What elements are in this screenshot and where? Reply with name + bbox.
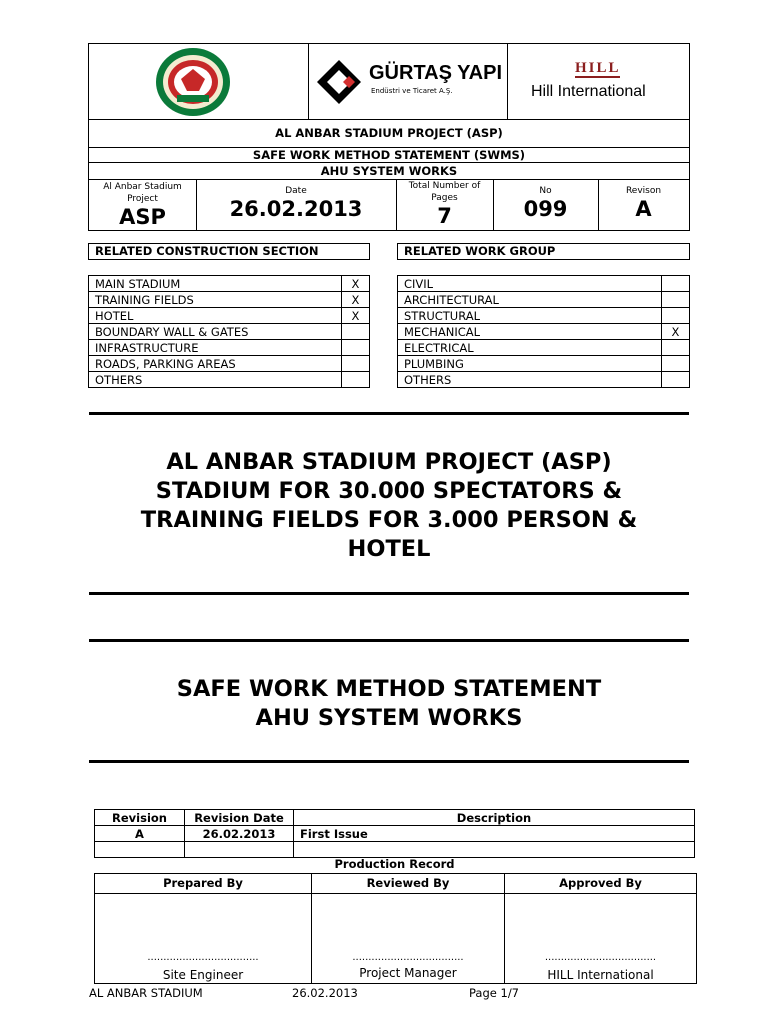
checklist-row	[89, 372, 370, 388]
divider	[89, 639, 689, 642]
revision-date-cell: 26.02.2013	[185, 826, 294, 842]
checklist-mark	[662, 372, 690, 388]
prepared-by-header: Prepared By	[163, 876, 243, 890]
pages-value: 7	[437, 204, 452, 228]
checklist-mark	[662, 308, 690, 324]
checklist-label: OTHERS	[398, 372, 662, 388]
signature-line: ...................................	[147, 952, 259, 963]
checklist-mark: X	[662, 324, 690, 340]
signature-line: ...................................	[544, 952, 657, 963]
checklist-label: MECHANICAL	[398, 324, 662, 340]
hill-name: Hill International	[531, 83, 646, 100]
divider	[89, 592, 689, 595]
checklist-mark	[662, 276, 690, 292]
checklist-label: PLUMBING	[398, 356, 662, 372]
project-title-line-2: STADIUM FOR 30.000 SPECTATORS &	[155, 478, 623, 504]
checklist-mark: X	[342, 276, 370, 292]
hill-international-logo	[513, 54, 685, 104]
checklist-row	[398, 324, 690, 340]
swms-subtitle: AHU SYSTEM WORKS	[255, 705, 523, 731]
footer-page: Page 1/7	[469, 986, 520, 1000]
reviewed-by-header: Reviewed By	[366, 876, 450, 890]
checklist-row	[89, 276, 370, 292]
revision-cell: A	[95, 826, 185, 842]
number-label: No	[539, 186, 552, 196]
description-cell: First Issue	[294, 826, 695, 842]
checklist-mark	[662, 356, 690, 372]
checklist-mark: X	[342, 292, 370, 308]
divider	[89, 412, 689, 415]
reviewer-role: Project Manager	[359, 966, 457, 980]
checklist-row	[89, 324, 370, 340]
checklist-label: OTHERS	[89, 372, 342, 388]
number-value: 099	[523, 197, 568, 221]
checklist-row	[89, 308, 370, 324]
checklist-mark	[342, 356, 370, 372]
signature-line: ...................................	[352, 952, 464, 963]
project-title-line-1: AL ANBAR STADIUM PROJECT (ASP)	[166, 449, 612, 475]
checklist-label: ELECTRICAL	[398, 340, 662, 356]
revision-table	[94, 809, 695, 858]
checklist-row	[398, 292, 690, 308]
swms-title: SAFE WORK METHOD STATEMENT	[176, 676, 602, 702]
gurtas-logo	[315, 58, 505, 106]
checklist-row	[89, 340, 370, 356]
checklist-row	[398, 308, 690, 324]
checklist-row	[398, 372, 690, 388]
production-table	[94, 873, 697, 984]
description-header: Description	[294, 810, 695, 826]
checklist-label: BOUNDARY WALL & GATES	[89, 324, 342, 340]
checklist-label: TRAINING FIELDS	[89, 292, 342, 308]
checklist-label: ROADS, PARKING AREAS	[89, 356, 342, 372]
header-logo-box	[88, 43, 690, 120]
date-label: Date	[285, 186, 307, 196]
revision-header: Revision	[95, 810, 185, 826]
checklist-label: CIVIL	[398, 276, 662, 292]
project-line: AL ANBAR STADIUM PROJECT (ASP)	[88, 119, 690, 148]
revision-date-cell	[185, 842, 294, 858]
checklist-mark	[342, 324, 370, 340]
checklist-row	[398, 276, 690, 292]
approver-role: HILL International	[547, 968, 654, 982]
hill-mark-bar	[575, 76, 620, 78]
gurtas-name: GÜRTAŞ YAPI	[369, 62, 502, 84]
checklist-row	[89, 356, 370, 372]
project-value: ASP	[119, 205, 166, 229]
revision-label: Revison	[625, 186, 662, 196]
work-group-table	[397, 275, 690, 388]
revision-date-header: Revision Date	[185, 810, 294, 826]
checklist-mark	[662, 292, 690, 308]
project-title-line-3: TRAINING FIELDS FOR 3.000 PERSON &	[140, 507, 638, 533]
swms-line: SAFE WORK METHOD STATEMENT (SWMS)	[88, 147, 690, 163]
project-label: Al Anbar Stadium Project	[103, 182, 182, 204]
approved-by-header: Approved By	[559, 876, 642, 890]
checklist-mark	[342, 340, 370, 356]
construction-section-title: RELATED CONSTRUCTION SECTION	[88, 243, 370, 260]
checklist-row	[398, 356, 690, 372]
checklist-label: HOTEL	[89, 308, 342, 324]
checklist-label: MAIN STADIUM	[89, 276, 342, 292]
revision-cell	[95, 842, 185, 858]
checklist-label: ARCHITECTURAL	[398, 292, 662, 308]
hill-mark: HILL	[575, 60, 621, 76]
checklist-mark	[662, 340, 690, 356]
description-cell	[294, 842, 695, 858]
work-group-title: RELATED WORK GROUP	[397, 243, 690, 260]
revision-value: A	[635, 197, 652, 221]
info-row	[88, 179, 690, 231]
construction-table	[88, 275, 370, 388]
footer-date: 26.02.2013	[292, 986, 358, 1000]
production-record-title: Production Record	[334, 857, 455, 871]
checklist-label: STRUCTURAL	[398, 308, 662, 324]
checklist-label: INFRASTRUCTURE	[89, 340, 342, 356]
project-title-line-4: HOTEL	[347, 536, 431, 562]
gurtas-subtitle: Endüstri ve Ticaret A.Ş.	[371, 87, 453, 95]
divider	[89, 760, 689, 763]
checklist-row	[89, 292, 370, 308]
pages-label: Total Number of Pages	[408, 181, 481, 203]
checklist-mark	[342, 372, 370, 388]
ministry-seal-logo	[155, 47, 231, 117]
checklist-row	[398, 340, 690, 356]
date-value: 26.02.2013	[229, 197, 363, 221]
preparer-role: Site Engineer	[162, 968, 244, 982]
footer-left: AL ANBAR STADIUM	[89, 986, 203, 1000]
checklist-mark: X	[342, 308, 370, 324]
topic-line: AHU SYSTEM WORKS	[88, 162, 690, 180]
